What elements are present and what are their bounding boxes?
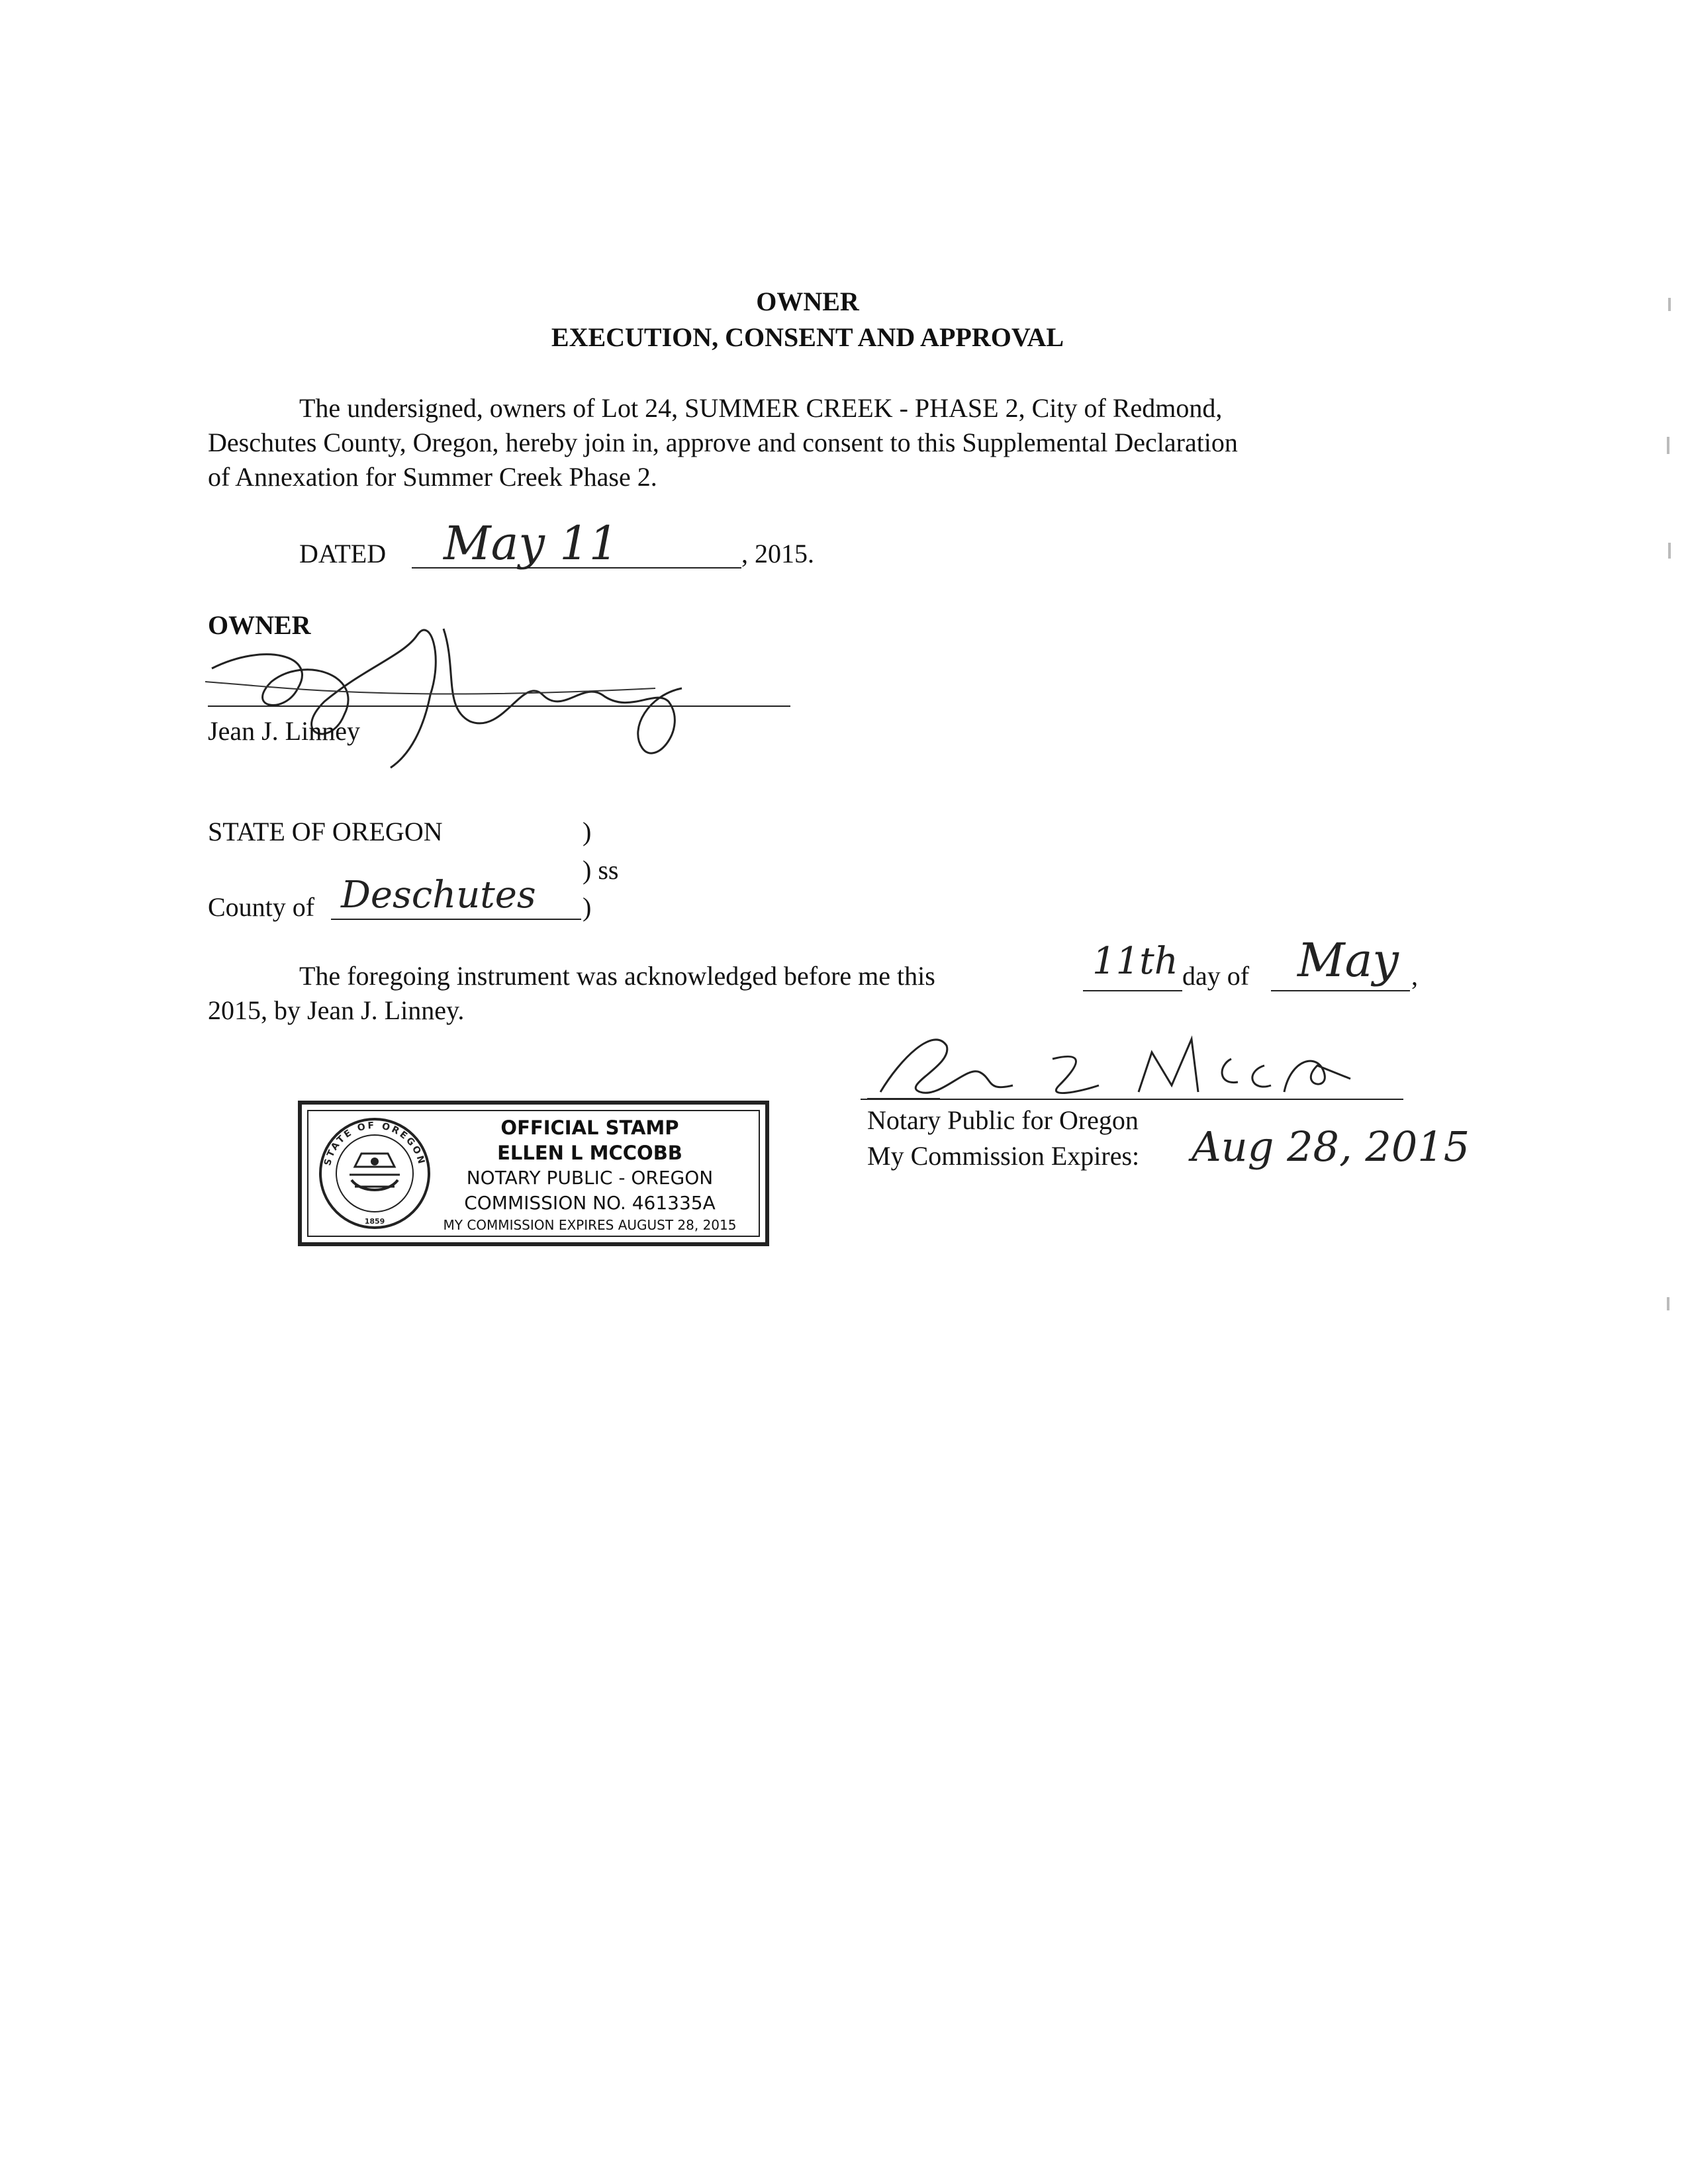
scan-artifact	[1668, 543, 1671, 559]
venue-county-underline	[331, 919, 581, 920]
notary-title: Notary Public for Oregon	[867, 1105, 1139, 1135]
stamp-line-3: NOTARY PUBLIC - OREGON	[466, 1167, 714, 1189]
seal-text: STATE OF OREGON	[322, 1120, 428, 1167]
venue-paren-top: )	[583, 817, 592, 846]
notary-signature	[861, 1019, 1377, 1105]
stamp-line-2: ELLEN L MCCOBB	[497, 1142, 682, 1164]
ack-day-of: day of	[1182, 961, 1250, 991]
dated-handwritten: May 11	[444, 516, 619, 570]
ack-day-handwritten: 11th	[1092, 940, 1178, 983]
intro-line-3: of Annexation for Summer Creek Phase 2.	[208, 462, 657, 492]
ack-text: The foregoing instrument was acknowledged before me this	[299, 961, 935, 991]
venue-county-label: County of	[208, 892, 315, 922]
oregon-state-seal	[315, 1114, 434, 1233]
owner-heading: OWNER	[208, 610, 311, 640]
venue-county-handwritten: Deschutes	[341, 874, 536, 917]
ack-line-2: 2015, by Jean J. Linney.	[208, 995, 465, 1025]
notary-signature-line	[861, 1099, 1403, 1100]
dated-year: , 2015.	[741, 539, 814, 569]
document-title: OWNER	[756, 287, 859, 316]
owner-signature	[192, 615, 695, 774]
dated-label: DATED	[299, 539, 387, 569]
ack-day-underline	[1083, 990, 1182, 991]
stamp-line-5: MY COMMISSION EXPIRES AUGUST 28, 2015	[443, 1217, 737, 1233]
notary-expires-handwritten: Aug 28, 2015	[1192, 1122, 1470, 1171]
venue-paren-bottom: )	[583, 892, 592, 922]
stamp-line-4: COMMISSION NO. 461335A	[464, 1192, 716, 1214]
seal-year: 1859	[364, 1217, 385, 1226]
notary-signature-text	[874, 1032, 884, 1034]
intro-line-1: The undersigned, owners of Lot 24, SUMMER CREEK - PHASE 2, City of Redmond,	[299, 393, 1223, 423]
document-subtitle: EXECUTION, CONSENT AND APPROVAL	[551, 322, 1064, 352]
scan-artifact	[1667, 1297, 1669, 1310]
notary-expires-label: My Commission Expires:	[867, 1141, 1140, 1171]
ack-month-underline	[1271, 990, 1410, 991]
intro-line-2: Deschutes County, Oregon, hereby join in, approve and consent to this Supplemental Declaration	[208, 428, 1238, 457]
scan-artifact	[1667, 437, 1669, 454]
stamp-line-1: OFFICIAL STAMP	[500, 1116, 679, 1139]
scan-artifact	[1668, 298, 1671, 311]
official-stamp	[298, 1101, 769, 1246]
ack-month-handwritten: May	[1297, 933, 1399, 987]
venue-ss: ) ss	[583, 855, 619, 885]
venue-state: STATE OF OREGON	[208, 817, 443, 846]
ack-comma: ,	[1411, 961, 1418, 991]
owner-printed-name: Jean J. Linney	[208, 716, 360, 746]
